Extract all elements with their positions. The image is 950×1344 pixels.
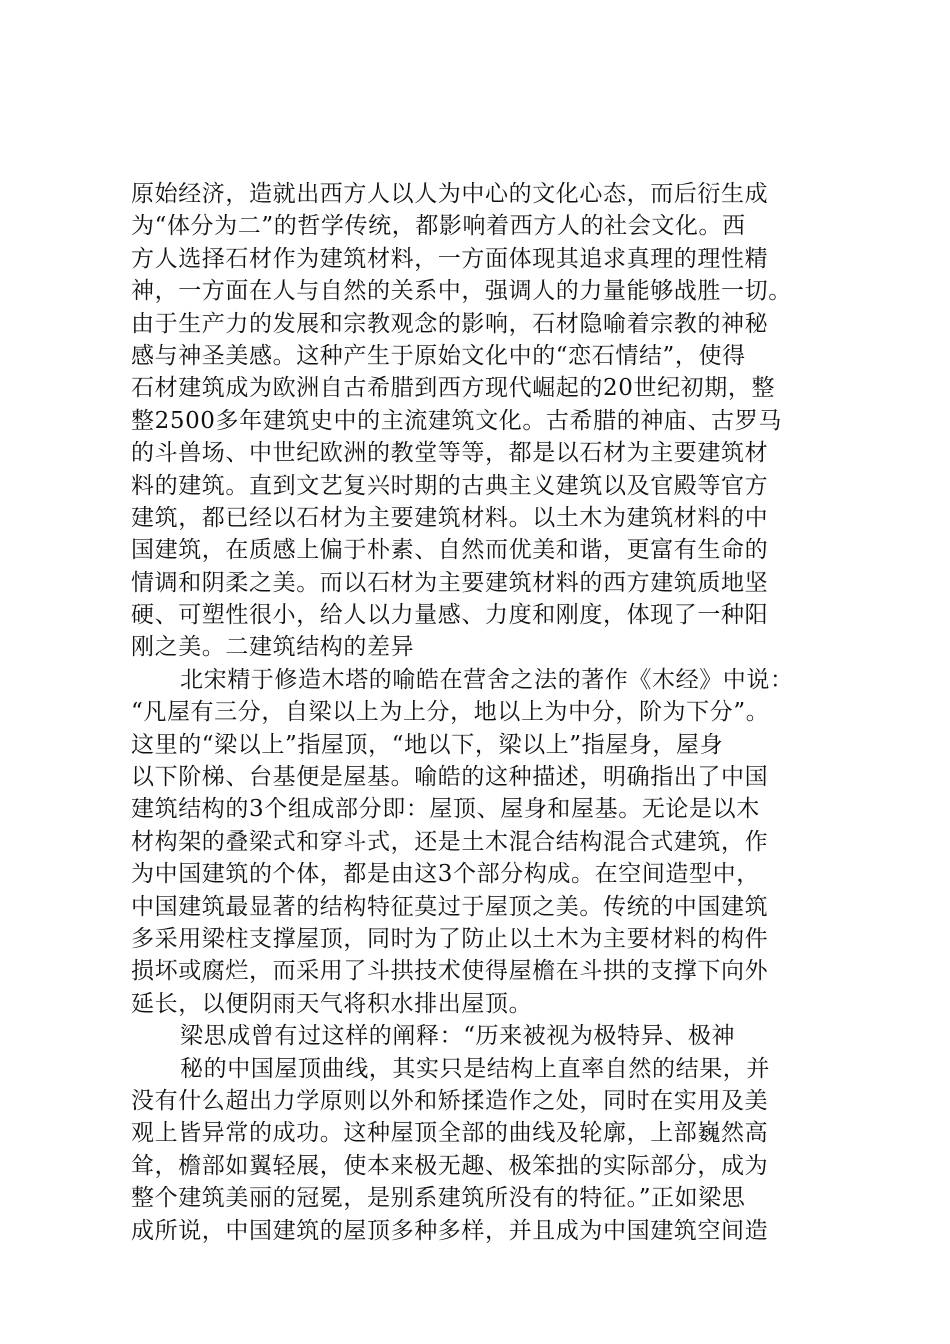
text-line: 料的建筑。直到文艺复兴时期的古典主义建筑以及官殿等官方 — [131, 472, 769, 499]
text-line: 的斗兽场、中世纪欧洲的教堂等等，都是以石材为主要建筑材 — [131, 440, 769, 467]
text-line: 情调和阴柔之美。而以石材为主要建筑材料的西方建筑质地坚 — [131, 569, 769, 596]
text-line: 由于生产力的发展和宗教观念的影响，石材隐喻着宗教的神秘 — [131, 310, 769, 337]
text-line: 整个建筑美丽的冠冕，是别系建筑所没有的特征。”正如梁思 — [131, 1185, 746, 1212]
text-line: 延长，以便阴雨天气将积水排出屋顶。 — [131, 990, 533, 1017]
paragraph-start-line: 梁思成曾有过这样的阐释：“历来被视为极特异、极神 — [180, 1023, 736, 1050]
text-line: 方人选择石材作为建筑材料，一方面体现其追求真理的理性精 — [131, 245, 769, 272]
paragraph-start-line: 北宋精于修造木塔的喻皓在营舍之法的著作《木经》中说： — [180, 666, 794, 693]
text-line: 建筑，都已经以石材为主要建筑材料。以土木为建筑材料的中 — [131, 504, 769, 531]
text-line: 整2500多年建筑史中的主流建筑文化。古希腊的神庙、古罗马 — [131, 407, 782, 434]
text-line: 损坏或腐烂，而采用了斗拱技术使得屋檐在斗拱的支撑下向外 — [131, 958, 769, 985]
text-line: 成所说，中国建筑的屋顶多种多样，并且成为中国建筑空间造 — [131, 1217, 769, 1244]
text-line: 硬、可塑性很小，给人以力量感、力度和刚度，体现了一种阳 — [131, 602, 769, 629]
text-line: “凡屋有三分，自梁以上为上分，地以上为中分，阶为下分”。 — [131, 699, 770, 726]
text-line: 感与神圣美感。这种产生于原始文化中的“恋石情结”，使得 — [131, 342, 746, 369]
text-line: 为“体分为二”的哲学传统，都影响着西方人的社会文化。西 — [131, 213, 746, 240]
document-page — [131, 178, 851, 1247]
text-line: 石材建筑成为欧洲自古希腊到西方现代崛起的20世纪初期，整 — [131, 375, 776, 402]
text-line: 以下阶梯、台基便是屋基。喻皓的这种描述，明确指出了中国 — [131, 764, 769, 791]
text-line: 观上皆异常的成功。这种屋顶全部的曲线及轮廓，上部巍然高 — [131, 1120, 769, 1147]
text-line: 国建筑，在质感上偏于朴素、自然而优美和谐，更富有生命的 — [131, 537, 769, 564]
text-line: 这里的“梁以上”指屋顶，“地以下，梁以上”指屋身，屋身 — [131, 731, 724, 758]
text-line: 多采用梁柱支撑屋顶，同时为了防止以土木为主要材料的构件 — [131, 925, 769, 952]
text-line: 耸，檐部如翼轻展，使本来极无趣、极笨拙的实际部分，成为 — [131, 1152, 769, 1179]
text-line: 中国建筑最显著的结构特征莫过于屋顶之美。传统的中国建筑 — [131, 893, 769, 920]
text-line: 原始经济，造就出西方人以人为中心的文化心态，而后衍生成 — [131, 181, 769, 207]
text-line: 为中国建筑的个体，都是由这3个部分构成。在空间造型中， — [131, 861, 760, 888]
text-line: 神，一方面在人与自然的关系中，强调人的力量能够战胜一切。 — [131, 278, 792, 305]
text-line: 刚之美。二建筑结构的差异 — [131, 634, 415, 661]
text-line: 材构架的叠梁式和穿斗式，还是土木混合结构混合式建筑，作 — [131, 828, 769, 855]
paragraph-start-line: 秘的中国屋顶曲线，其实只是结构上直率自然的结果，并 — [180, 1055, 770, 1082]
text-line: 建筑结构的3个组成部分即：屋顶、屋身和屋基。无论是以木 — [131, 796, 760, 823]
text-line: 没有什么超出力学原则以外和矫揉造作之处，同时在实用及美 — [131, 1087, 769, 1114]
